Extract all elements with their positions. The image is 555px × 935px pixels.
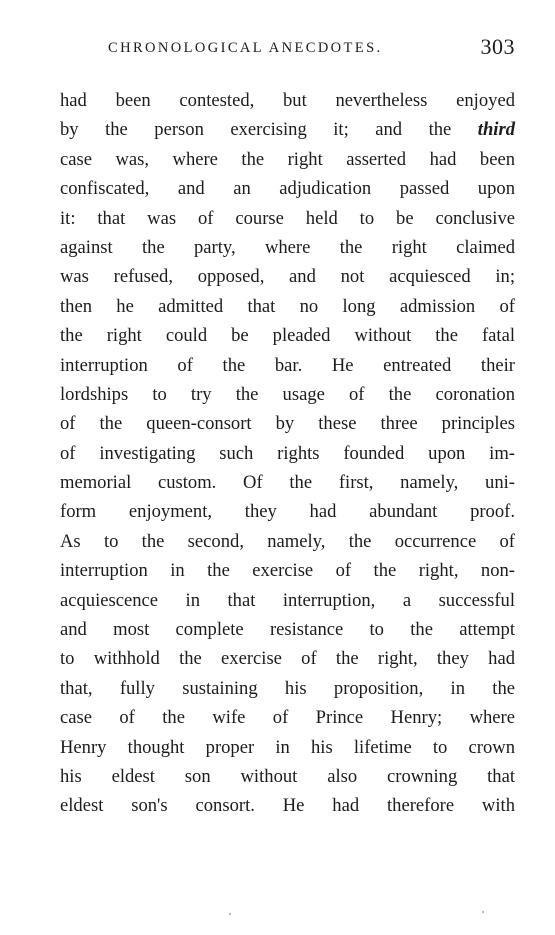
text-line-part: by the person exercising it; and the [60, 119, 478, 141]
text-line: that, fully sustaining his proposition, in the [60, 677, 515, 699]
text-line: was refused, opposed, and not acquiesced in; [60, 266, 515, 288]
body-text [60, 86, 515, 821]
text-line: As to the second, namely, the occurrence of [60, 530, 515, 552]
text-line: of the queen-consort by these three principles [60, 413, 515, 435]
paper-speck [229, 913, 231, 915]
text-line: his eldest son without also crowning that [60, 765, 515, 787]
text-line: case of the wife of Prince Henry; where [60, 707, 515, 729]
italic-word: third [477, 119, 515, 141]
text-line: to withhold the exercise of the right, they had [60, 648, 515, 670]
text-line: memorial custom. Of the first, namely, uni- [60, 472, 515, 494]
text-line: case was, where the right asserted had been [60, 148, 515, 170]
running-title: CHRONOLOGICAL ANECDOTES. [108, 40, 383, 56]
page-number: 303 [480, 34, 515, 59]
text-line: Henry thought proper in his lifetime to crown [60, 736, 515, 758]
text-line: it: that was of course held to be conclusive [60, 207, 515, 229]
text-line [60, 115, 515, 144]
paper-speck [482, 911, 484, 913]
text-line: lordships to try the usage of the coronation [60, 383, 515, 405]
text-line: and most complete resistance to the attempt [60, 619, 515, 641]
text-line: acquiescence in that interruption, a successful [60, 589, 515, 611]
text-line: interruption of the bar. He entreated their [60, 354, 515, 376]
text-line: then he admitted that no long admission of [60, 295, 515, 317]
text-line: had been contested, but nevertheless enjoyed [60, 90, 515, 111]
text-line: interruption in the exercise of the right, non- [60, 560, 515, 582]
text-line: the right could be pleaded without the fatal [60, 325, 515, 347]
page-header [60, 34, 515, 64]
text-line: against the party, where the right claimed [60, 236, 515, 258]
text-line: confiscated, and an adjudication passed upon [60, 178, 515, 200]
text-line: form enjoyment, they had abundant proof. [60, 501, 515, 523]
text-line: of investigating such rights founded upon im- [60, 442, 515, 464]
text-line: eldest son's consort. He had therefore with [60, 795, 515, 817]
